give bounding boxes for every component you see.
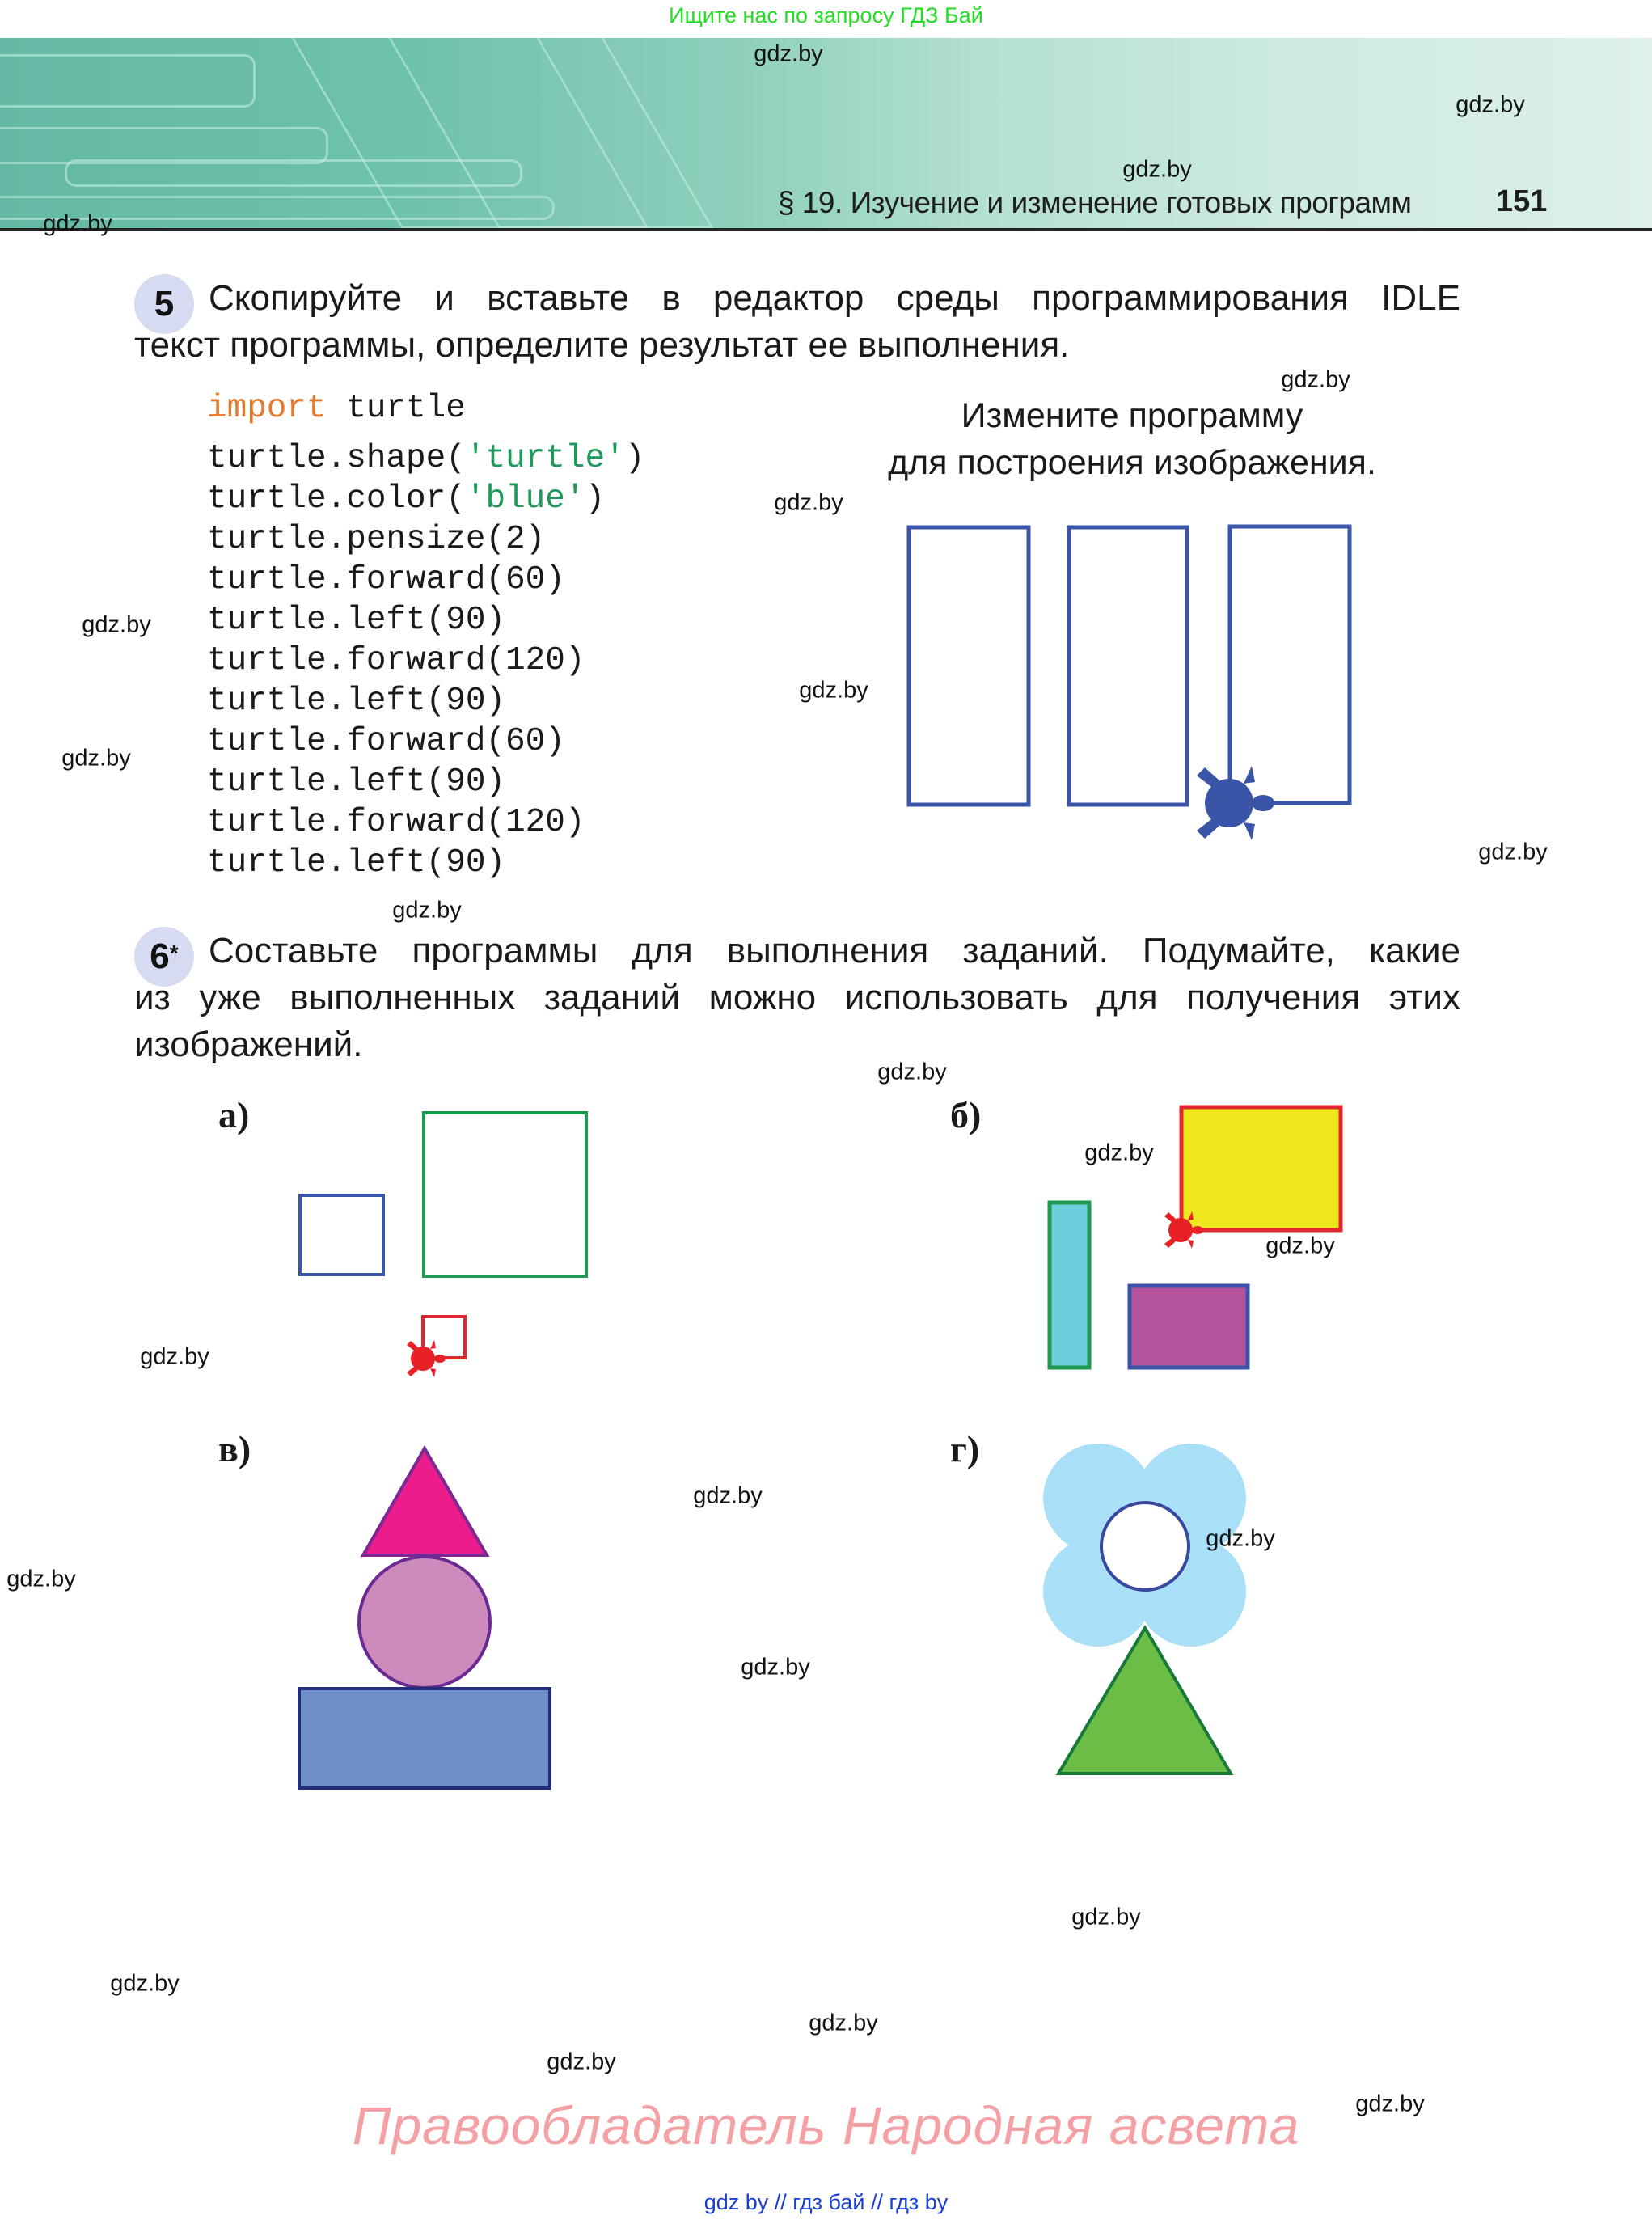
code-line: turtle.left(90) <box>207 683 506 720</box>
code-line: turtle.pensize(2) <box>207 521 546 558</box>
subtask-label-g: г) <box>950 1428 980 1469</box>
task-5-line-1: Скопируйте и вставьте в редактор среды программирования IDLE <box>209 278 1460 318</box>
code-line: turtle.forward(120) <box>207 642 585 679</box>
page-number: 151 <box>1496 184 1548 218</box>
gdz-watermark: gdz.by <box>110 1970 180 1997</box>
code-line: turtle.color('blue') <box>207 480 606 518</box>
blue-rectangle <box>299 1689 550 1788</box>
gdz-watermark: gdz.by <box>547 2049 616 2075</box>
turtle-icon <box>407 1340 446 1377</box>
task-5-line-2: текст программы, определите результат ее выполнения. <box>134 325 1070 365</box>
gdz-watermark: gdz.by <box>1478 839 1548 865</box>
gdz-watermark: gdz.by <box>1265 1233 1335 1259</box>
code-line: turtle.left(90) <box>207 844 506 882</box>
gdz-watermark: gdz.by <box>877 1059 947 1085</box>
gdz-watermark: gdz.by <box>1355 2091 1425 2117</box>
gdz-watermark: gdz.by <box>1071 1904 1141 1930</box>
flower-center <box>1101 1503 1189 1590</box>
task-6-line-1: Составьте программы для выполнения заданий. Подумайте, какие <box>209 931 1460 970</box>
task-6-line-2: из уже выполненных заданий можно использовать для получения этих <box>134 978 1460 1017</box>
blue-square <box>300 1195 383 1275</box>
task-5-figure <box>909 526 1350 805</box>
subtask-a-figure <box>300 1113 586 1358</box>
yellow-rectangle <box>1181 1107 1341 1230</box>
subtask-label-b: б) <box>950 1094 982 1135</box>
modify-program-note: Измените программу для построения изображения. <box>888 396 1376 482</box>
subtask-v-figure <box>299 1448 550 1788</box>
rectangle-2 <box>1069 527 1187 805</box>
code-line: turtle.shape('turtle') <box>207 440 645 477</box>
gdz-watermark: gdz.by <box>754 40 823 67</box>
green-triangle <box>1058 1628 1231 1774</box>
task-6-number: 6 <box>150 937 170 976</box>
gdz-watermark: gdz.by <box>6 1566 76 1592</box>
gdz-watermark: gdz.by <box>140 1343 209 1370</box>
task-5-number: 5 <box>154 284 175 323</box>
subtask-g-figure <box>1043 1444 1246 1774</box>
gdz-watermark: gdz.by <box>1281 366 1350 393</box>
gdz-watermark: gdz.by <box>1084 1139 1154 1166</box>
gdz-watermark: gdz.by <box>82 611 151 638</box>
task-6-line-3: изображений. <box>134 1025 363 1064</box>
search-banner-text: Ищите нас по запросу ГДЗ Бай <box>669 3 983 27</box>
gdz-watermark: gdz.by <box>1206 1525 1275 1552</box>
rectangle-1 <box>909 527 1029 805</box>
gdz-watermark: gdz.by <box>809 2010 878 2036</box>
turtle-icon <box>1197 766 1274 840</box>
gdz-watermark: gdz.by <box>1122 156 1192 183</box>
gdz-watermark: gdz.by <box>774 489 843 516</box>
code-line: turtle.left(90) <box>207 602 506 639</box>
copyright-watermark: Правообладатель Народная асвета <box>352 2095 1300 2155</box>
gdz-watermark: gdz.by <box>693 1482 763 1509</box>
subtask-label-v: в) <box>218 1428 251 1469</box>
gdz-watermark: gdz.by <box>799 677 868 704</box>
magenta-triangle <box>363 1448 487 1555</box>
gdz-watermark: gdz.by <box>392 897 462 924</box>
gdz-watermark: gdz.by <box>43 210 112 237</box>
code-line: turtle.forward(60) <box>207 561 565 598</box>
footer-links[interactable]: gdz by // гдз бай // гдз by <box>703 2190 949 2214</box>
cyan-bar <box>1050 1203 1089 1368</box>
code-line: turtle.forward(120) <box>207 804 585 841</box>
green-square <box>424 1113 586 1276</box>
gdz-watermark: gdz.by <box>1456 91 1525 118</box>
task-6-badge: 6 * <box>134 927 194 987</box>
rectangle-3 <box>1230 526 1350 803</box>
code-line: turtle.left(90) <box>207 763 506 801</box>
code-line: import turtle <box>207 390 466 427</box>
code-line: turtle.forward(60) <box>207 723 565 760</box>
pink-circle <box>359 1557 490 1688</box>
purple-rectangle <box>1130 1286 1248 1368</box>
running-head: § 19. Изучение и изменение готовых программ <box>778 186 1412 219</box>
gdz-watermark: gdz.by <box>61 745 131 772</box>
gdz-watermark: gdz.by <box>741 1654 810 1681</box>
subtask-label-a: а) <box>218 1094 250 1135</box>
